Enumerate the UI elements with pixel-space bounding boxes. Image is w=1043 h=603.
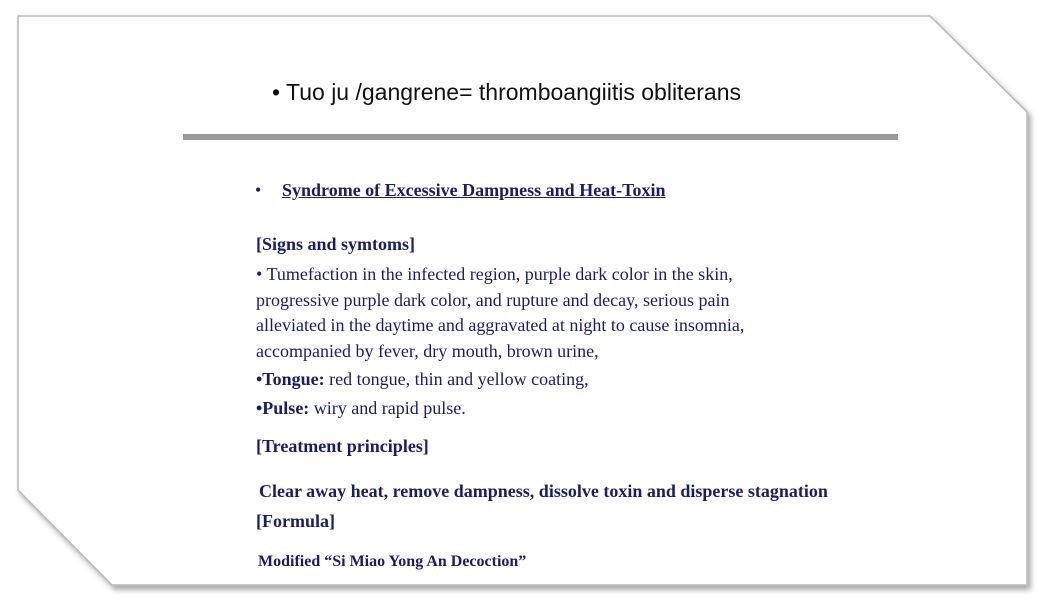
formula-heading: [Formula] xyxy=(256,511,335,531)
symptom-line: accompanied by fever, dry mouth, brown urine, xyxy=(256,340,599,361)
symptom-line: progressive purple dark color, and rupture and decay, serious pain xyxy=(256,289,730,310)
slide-title: • Tuo ju /gangrene= thromboangiitis obliterans xyxy=(272,79,741,105)
syndrome-heading: Syndrome of Excessive Dampness and Heat-Toxin xyxy=(282,180,666,200)
tongue-line xyxy=(256,369,589,390)
treatment-clip xyxy=(259,478,900,506)
treatment-heading: [Treatment principles] xyxy=(256,436,429,456)
pulse-line xyxy=(256,398,466,419)
tongue-label: •Tongue: xyxy=(256,369,325,389)
pulse-text: wiry and rapid pulse. xyxy=(309,398,466,418)
syndrome-bullet: • xyxy=(255,180,262,200)
symptom-line: • Tumefaction in the infected region, purple dark color in the skin, xyxy=(256,264,733,284)
treatment-text: Clear away heat, remove dampness, dissolve toxin and disperse stagnation xyxy=(259,481,828,501)
symptoms-paragraph xyxy=(256,262,856,364)
formula-text: Modified “Si Miao Yong An Decoction” xyxy=(258,553,527,570)
title-divider xyxy=(183,134,898,140)
symptom-line: alleviated in the daytime and aggravated at night to cause insomnia, xyxy=(256,315,745,335)
signs-heading: [Signs and symtoms] xyxy=(256,234,416,254)
pulse-label: •Pulse: xyxy=(256,398,310,418)
tongue-text: red tongue, thin and yellow coating, xyxy=(324,369,589,389)
